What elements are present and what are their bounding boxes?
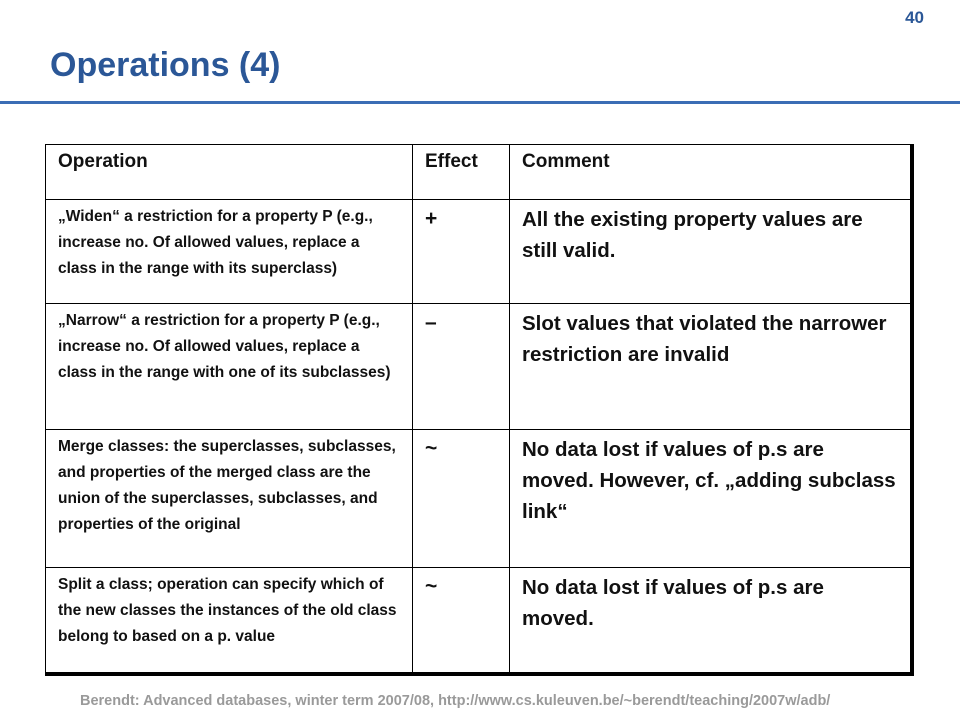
operations-table bbox=[45, 144, 914, 676]
header-effect: Effect bbox=[413, 145, 510, 200]
effect-cell: – bbox=[413, 304, 510, 430]
operation-cell: Merge classes: the superclasses, subclasses, and properties of the merged class are the union of the superclasses, subclasses, and properties of the original bbox=[46, 430, 413, 568]
operation-cell: „Narrow“ a restriction for a property P (e.g., increase no. Of allowed values, replace a class in the range with one of its subclasses) bbox=[46, 304, 413, 430]
table-row bbox=[46, 200, 912, 304]
table-row bbox=[46, 430, 912, 568]
slide-title: Operations (4) bbox=[50, 46, 281, 84]
effect-cell: ~ bbox=[413, 430, 510, 568]
comment-cell: No data lost if values of p.s are moved. bbox=[510, 568, 912, 674]
table-row bbox=[46, 568, 912, 674]
table-row bbox=[46, 304, 912, 430]
header-comment: Comment bbox=[510, 145, 912, 200]
effect-cell: ~ bbox=[413, 568, 510, 674]
comment-cell: All the existing property values are still valid. bbox=[510, 200, 912, 304]
title-divider bbox=[0, 101, 960, 104]
effect-cell: + bbox=[413, 200, 510, 304]
table-header-row bbox=[46, 145, 912, 200]
comment-cell: No data lost if values of p.s are moved. However, cf. „adding subclass link“ bbox=[510, 430, 912, 568]
page-number: 40 bbox=[905, 8, 924, 27]
operation-cell: Split a class; operation can specify which of the new classes the instances of the old class belong to based on a p. value bbox=[46, 568, 413, 674]
header-operation: Operation bbox=[46, 145, 413, 200]
comment-cell: Slot values that violated the narrower restriction are invalid bbox=[510, 304, 912, 430]
operation-cell: „Widen“ a restriction for a property P (e.g., increase no. Of allowed values, replace a class in the range with its superclass) bbox=[46, 200, 413, 304]
footer-citation: Berendt: Advanced databases, winter term 2007/08, http://www.cs.kuleuven.be/~berendt/teaching/2007w/adb/ bbox=[80, 693, 831, 709]
